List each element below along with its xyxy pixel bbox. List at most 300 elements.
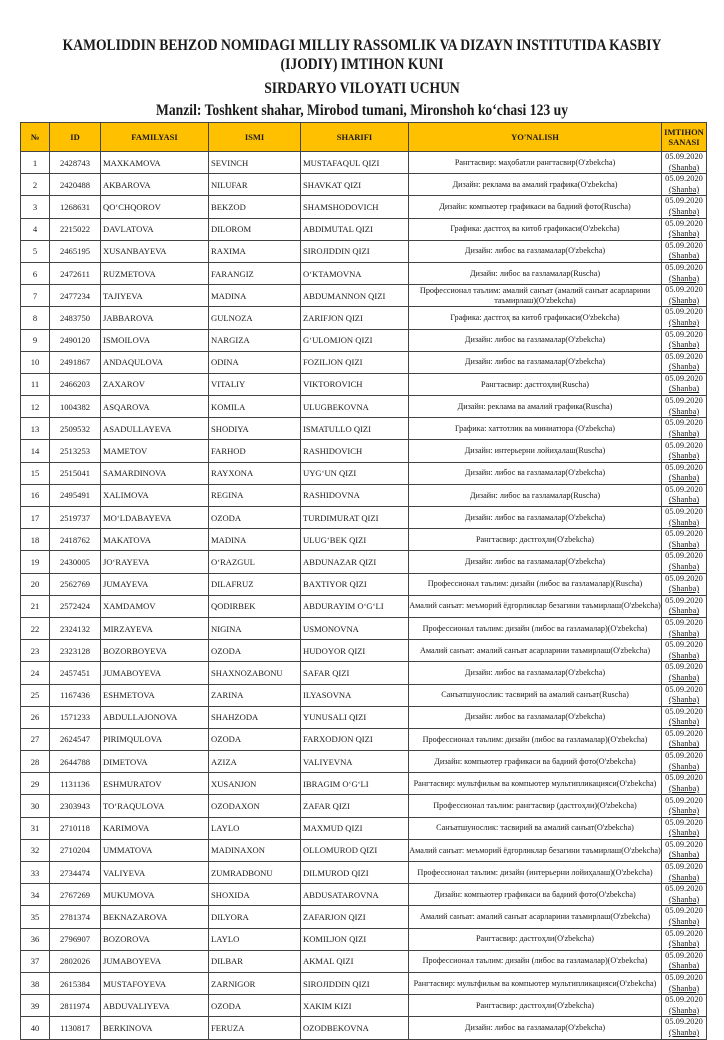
address-line: Manzil: Toshkent shahar, Mirobod tumani, Mironshoh ko‘chasi 123 uy [155, 102, 569, 119]
applicant-id: 2472611 [50, 262, 101, 284]
exam-day: (Shanba) [668, 783, 700, 793]
exam-date-cell [662, 329, 707, 351]
table-row [21, 484, 707, 506]
table-row [21, 174, 707, 196]
patronymic-cell: BAXTIYOR QIZI [301, 573, 409, 595]
row-number: 10 [21, 351, 50, 373]
surname-cell: ANDAQULOVA [101, 351, 209, 373]
name-cell: MADINA [209, 529, 301, 551]
surname-cell: TAJIYEVA [101, 285, 209, 307]
name-cell: SHOXIDA [209, 884, 301, 906]
direction-cell: Дизайн: либос ва газламалар(O'zbekcha) [409, 706, 662, 728]
table-row [21, 972, 707, 994]
table-row [21, 307, 707, 329]
table-row [21, 351, 707, 373]
applicant-id: 2457451 [50, 662, 101, 684]
surname-cell: MUKUMOVA [101, 884, 209, 906]
table-row [21, 373, 707, 395]
exam-date-cell [662, 751, 707, 773]
column-header-surname: FAMILYASI [101, 123, 209, 152]
patronymic-cell: DILMUROD QIZI [301, 862, 409, 884]
applicant-id: 2515041 [50, 462, 101, 484]
row-number: 2 [21, 174, 50, 196]
direction-cell: Дизайн: либос ва газламалар(Ruscha) [409, 484, 662, 506]
column-header-id: ID [50, 123, 101, 152]
exam-date: 05.09.2020 [665, 995, 703, 1005]
exam-date-cell [662, 595, 707, 617]
applicant-id: 1268631 [50, 196, 101, 218]
row-number: 8 [21, 307, 50, 329]
exam-date-cell [662, 218, 707, 240]
direction-cell: Профессионал таълим: дизайн (либос ва газламалар)(O'zbekcha) [409, 617, 662, 639]
row-number: 15 [21, 462, 50, 484]
direction-cell: Амалий санъат: амалий санъат асарларини таъмирлаш(O'zbekcha) [409, 640, 662, 662]
exam-day: (Shanba) [668, 451, 700, 461]
table-row [21, 773, 707, 795]
applicant-id: 2490120 [50, 329, 101, 351]
applicant-id: 2811974 [50, 995, 101, 1017]
exam-date: 05.09.2020 [665, 418, 703, 428]
exam-schedule-table [20, 122, 707, 1040]
title-line-2: (IJODIY) IMTIHON KUNI [280, 56, 444, 73]
exam-date: 05.09.2020 [665, 928, 703, 938]
exam-day: (Shanba) [668, 473, 700, 483]
table-row [21, 751, 707, 773]
name-cell: LAYLO [209, 928, 301, 950]
table-row [21, 218, 707, 240]
patronymic-cell: USMONOVNA [301, 617, 409, 639]
region-heading: SIRDARYO VILOYATI UCHUN [264, 80, 460, 97]
exam-date-cell [662, 950, 707, 972]
surname-cell: BERKINOVA [101, 1017, 209, 1039]
applicant-id: 2303943 [50, 795, 101, 817]
direction-cell: Графика: дастгоҳ ва китоб графикаси(O'zbekcha) [409, 307, 662, 329]
title-line-1: KAMOLIDDIN BEHZOD NOMIDAGI MILLIY RASSOMLIK VA DIZAYN INSTITUTIDA KASBIY [62, 37, 662, 54]
exam-day: (Shanba) [668, 894, 700, 904]
exam-date: 05.09.2020 [665, 507, 703, 517]
row-number: 40 [21, 1017, 50, 1039]
table-row [21, 529, 707, 551]
direction-cell: Рангтасвир: дастгоҳли(O'zbekcha) [409, 995, 662, 1017]
exam-date: 05.09.2020 [665, 174, 703, 184]
exam-date: 05.09.2020 [665, 773, 703, 783]
surname-cell: ESHMETOVA [101, 684, 209, 706]
exam-day: (Shanba) [668, 495, 700, 505]
table-row [21, 418, 707, 440]
row-number: 13 [21, 418, 50, 440]
exam-day: (Shanba) [668, 561, 700, 571]
exam-date-cell [662, 285, 707, 307]
name-cell: RAXIMA [209, 240, 301, 262]
exam-date-cell [662, 684, 707, 706]
exam-date: 05.09.2020 [665, 884, 703, 894]
exam-date: 05.09.2020 [665, 440, 703, 450]
surname-cell: MIRZAYEVA [101, 617, 209, 639]
row-number: 19 [21, 551, 50, 573]
exam-day: (Shanba) [668, 717, 700, 727]
row-number: 26 [21, 706, 50, 728]
name-cell: OZODAXON [209, 795, 301, 817]
direction-cell: Профессионал таълим: дизайн (либос ва газламалар)(O'zbekcha) [409, 950, 662, 972]
exam-date: 05.09.2020 [665, 1017, 703, 1027]
surname-cell: TO‘RAQULOVA [101, 795, 209, 817]
exam-date-cell [662, 351, 707, 373]
exam-date-cell [662, 152, 707, 174]
table-row [21, 329, 707, 351]
row-number: 28 [21, 751, 50, 773]
row-number: 29 [21, 773, 50, 795]
patronymic-cell: OZODBEKOVNA [301, 1017, 409, 1039]
exam-date-cell [662, 418, 707, 440]
table-row [21, 995, 707, 1017]
name-cell: KOMILA [209, 396, 301, 418]
patronymic-cell: ZAFARJON QIZI [301, 906, 409, 928]
name-cell: OZODA [209, 728, 301, 750]
row-number: 6 [21, 262, 50, 284]
row-number: 20 [21, 573, 50, 595]
patronymic-cell: SHAMSHODOVICH [301, 196, 409, 218]
patronymic-cell: OLLOMUROD QIZI [301, 839, 409, 861]
patronymic-cell: ILYASOVNA [301, 684, 409, 706]
applicant-id: 2477234 [50, 285, 101, 307]
row-number: 3 [21, 196, 50, 218]
applicant-id: 2420488 [50, 174, 101, 196]
patronymic-cell: HUDOYOR QIZI [301, 640, 409, 662]
exam-day: (Shanba) [668, 162, 700, 172]
exam-date: 05.09.2020 [665, 795, 703, 805]
exam-date-cell [662, 662, 707, 684]
exam-date: 05.09.2020 [665, 817, 703, 827]
table-row [21, 595, 707, 617]
direction-cell: Рангтасвир: мультфильм ва компьютер мультипликацияси(O'zbekcha) [409, 773, 662, 795]
direction-cell: Дизайн: либос ва газламалар(Ruscha) [409, 262, 662, 284]
table-row [21, 706, 707, 728]
exam-date: 05.09.2020 [665, 595, 703, 605]
exam-date: 05.09.2020 [665, 218, 703, 228]
row-number: 37 [21, 950, 50, 972]
table-row [21, 906, 707, 928]
row-number: 23 [21, 640, 50, 662]
exam-date: 05.09.2020 [665, 662, 703, 672]
table-row [21, 640, 707, 662]
applicant-id: 2572424 [50, 595, 101, 617]
column-header-number: № [21, 123, 50, 152]
surname-cell: BOZOROVA [101, 928, 209, 950]
patronymic-cell: ABDIMUTAL QIZI [301, 218, 409, 240]
direction-cell: Санъатшунослик: тасвирий ва амалий санъат(Ruscha) [409, 684, 662, 706]
exam-date: 05.09.2020 [665, 862, 703, 872]
surname-cell: ABDULLAJONOVA [101, 706, 209, 728]
name-cell: ODINA [209, 351, 301, 373]
name-cell: O‘RAZGUL [209, 551, 301, 573]
direction-cell: Дизайн: либос ва газламалар(O'zbekcha) [409, 351, 662, 373]
surname-cell: QO‘CHQOROV [101, 196, 209, 218]
applicant-id: 2615384 [50, 972, 101, 994]
surname-cell: DAVLATOVA [101, 218, 209, 240]
patronymic-cell: ZARIFJON QIZI [301, 307, 409, 329]
table-row [21, 1017, 707, 1039]
exam-date: 05.09.2020 [665, 329, 703, 339]
name-cell: NIGINA [209, 617, 301, 639]
patronymic-cell: SAFAR QIZI [301, 662, 409, 684]
name-cell: DILAFRUZ [209, 573, 301, 595]
row-number: 9 [21, 329, 50, 351]
document-title [43, 36, 680, 74]
applicant-id: 2418762 [50, 529, 101, 551]
name-cell: ZARNIGOR [209, 972, 301, 994]
name-cell: MADINAXON [209, 839, 301, 861]
direction-cell: Амалий санъат: амалий санъат асарларини таъмирлаш(O'zbekcha) [409, 906, 662, 928]
surname-cell: RUZMETOVA [101, 262, 209, 284]
table-header-row [21, 123, 707, 152]
row-number: 35 [21, 906, 50, 928]
exam-date-cell [662, 440, 707, 462]
applicant-id: 1167436 [50, 684, 101, 706]
table-row [21, 440, 707, 462]
applicant-id: 2324132 [50, 617, 101, 639]
table-row [21, 839, 707, 861]
patronymic-cell: ISMATULLO QIZI [301, 418, 409, 440]
row-number: 25 [21, 684, 50, 706]
exam-date: 05.09.2020 [665, 839, 703, 849]
exam-date-cell [662, 262, 707, 284]
patronymic-cell: ABDURAYIM O‘G‘LI [301, 595, 409, 617]
applicant-id: 2802026 [50, 950, 101, 972]
table-row [21, 862, 707, 884]
exam-day: (Shanba) [668, 806, 700, 816]
name-cell: NARGIZA [209, 329, 301, 351]
table-row [21, 396, 707, 418]
row-number: 14 [21, 440, 50, 462]
row-number: 36 [21, 928, 50, 950]
exam-date-cell [662, 839, 707, 861]
exam-date-cell [662, 640, 707, 662]
patronymic-cell: AKMAL QIZI [301, 950, 409, 972]
exam-date: 05.09.2020 [665, 529, 703, 539]
applicant-id: 2624547 [50, 728, 101, 750]
applicant-id: 2781374 [50, 906, 101, 928]
row-number: 21 [21, 595, 50, 617]
exam-date-cell [662, 396, 707, 418]
row-number: 38 [21, 972, 50, 994]
applicant-id: 2519737 [50, 507, 101, 529]
direction-cell: Амалий санъат: меъморий ёдгорликлар безагини таъмирлаш(O'zbekcha) [409, 595, 662, 617]
exam-day: (Shanba) [668, 295, 700, 305]
exam-day: (Shanba) [668, 983, 700, 993]
exam-day: (Shanba) [668, 1027, 700, 1037]
direction-cell: Профессионал таълим: дизайн (либос ва газламалар)(Ruscha) [409, 573, 662, 595]
exam-day: (Shanba) [668, 850, 700, 860]
exam-date-cell [662, 706, 707, 728]
name-cell: LAYLO [209, 817, 301, 839]
table-row [21, 551, 707, 573]
patronymic-cell: O‘KTAMOVNA [301, 262, 409, 284]
exam-date: 05.09.2020 [665, 307, 703, 317]
row-number: 1 [21, 152, 50, 174]
exam-date-cell [662, 773, 707, 795]
exam-day: (Shanba) [668, 650, 700, 660]
exam-date-cell [662, 928, 707, 950]
name-cell: SEVINCH [209, 152, 301, 174]
direction-cell: Дизайн: реклама ва амалий графика(Ruscha) [409, 396, 662, 418]
applicant-id: 2491867 [50, 351, 101, 373]
exam-date: 05.09.2020 [665, 950, 703, 960]
name-cell: SHAHZODA [209, 706, 301, 728]
direction-cell: Профессионал таълим: рангтасвир (дастгоҳли)(O'zbekcha) [409, 795, 662, 817]
applicant-id: 2495491 [50, 484, 101, 506]
exam-date-cell [662, 240, 707, 262]
exam-day: (Shanba) [668, 739, 700, 749]
exam-date-cell [662, 484, 707, 506]
table-row [21, 728, 707, 750]
exam-date-cell [662, 862, 707, 884]
exam-date: 05.09.2020 [665, 373, 703, 383]
patronymic-cell: XAKIM KIZI [301, 995, 409, 1017]
exam-day: (Shanba) [668, 317, 700, 327]
row-number: 32 [21, 839, 50, 861]
table-row [21, 507, 707, 529]
applicant-id: 2215022 [50, 218, 101, 240]
row-number: 22 [21, 617, 50, 639]
direction-cell: Дизайн: компьютер графикаси ва бадиий фото(O'zbekcha) [409, 751, 662, 773]
applicant-id: 2513253 [50, 440, 101, 462]
exam-day: (Shanba) [668, 916, 700, 926]
exam-date: 05.09.2020 [665, 263, 703, 273]
applicant-id: 2710204 [50, 839, 101, 861]
direction-cell: Рангтасвир: маҳобатли рангтасвир(O'zbekcha) [409, 152, 662, 174]
exam-day: (Shanba) [668, 273, 700, 283]
exam-date-cell [662, 817, 707, 839]
applicant-id: 1131136 [50, 773, 101, 795]
applicant-id: 2734474 [50, 862, 101, 884]
exam-day: (Shanba) [668, 872, 700, 882]
name-cell: QODIRBEK [209, 595, 301, 617]
exam-date-cell [662, 373, 707, 395]
applicant-id: 2796907 [50, 928, 101, 950]
applicant-id: 2767269 [50, 884, 101, 906]
row-number: 12 [21, 396, 50, 418]
applicant-id: 2562769 [50, 573, 101, 595]
exam-date: 05.09.2020 [665, 706, 703, 716]
direction-cell: Профессионал таълим: дизайн (интерьерни лойиҳалаш)(O'zbekcha) [409, 862, 662, 884]
exam-day: (Shanba) [668, 362, 700, 372]
exam-date-cell [662, 995, 707, 1017]
table-row [21, 240, 707, 262]
applicant-id: 2430005 [50, 551, 101, 573]
name-cell: ZUMRADBONU [209, 862, 301, 884]
direction-cell: Дизайн: компьютер графикаси ва бадиий фото(O'zbekcha) [409, 884, 662, 906]
patronymic-cell: TURDIMURAT QIZI [301, 507, 409, 529]
direction-cell: Профессионал таълим: дизайн (либос ва газламалар)(O'zbekcha) [409, 728, 662, 750]
name-cell: DILBAR [209, 950, 301, 972]
direction-cell: Дизайн: либос ва газламалар(O'zbekcha) [409, 507, 662, 529]
patronymic-cell: SIROJIDDIN QIZI [301, 240, 409, 262]
patronymic-cell: SHAVKAT QIZI [301, 174, 409, 196]
exam-date: 05.09.2020 [665, 484, 703, 494]
exam-date-cell [662, 529, 707, 551]
surname-cell: DIMETOVA [101, 751, 209, 773]
patronymic-cell: MUSTAFAQUL QIZI [301, 152, 409, 174]
exam-day: (Shanba) [668, 251, 700, 261]
name-cell: FERUZA [209, 1017, 301, 1039]
applicant-id: 2466203 [50, 373, 101, 395]
table-row [21, 817, 707, 839]
exam-date-cell [662, 617, 707, 639]
patronymic-cell: MAXMUD QIZI [301, 817, 409, 839]
direction-cell: Рангтасвир: мультфильм ва компьютер мультипликацияси(O'zbekcha) [409, 972, 662, 994]
exam-date-cell [662, 174, 707, 196]
name-cell: DILYORA [209, 906, 301, 928]
surname-cell: ESHMURATOV [101, 773, 209, 795]
exam-day: (Shanba) [668, 672, 700, 682]
surname-cell: PIRIMQULOVA [101, 728, 209, 750]
surname-cell: AKBAROVA [101, 174, 209, 196]
name-cell: REGINA [209, 484, 301, 506]
exam-day: (Shanba) [668, 184, 700, 194]
name-cell: OZODA [209, 507, 301, 529]
exam-date: 05.09.2020 [665, 684, 703, 694]
surname-cell: KARIMOVA [101, 817, 209, 839]
table-row [21, 928, 707, 950]
surname-cell: BEKNAZAROVA [101, 906, 209, 928]
row-number: 31 [21, 817, 50, 839]
table-row [21, 684, 707, 706]
exam-day: (Shanba) [668, 761, 700, 771]
exam-date-cell [662, 507, 707, 529]
exam-day: (Shanba) [668, 695, 700, 705]
table-row [21, 462, 707, 484]
table-body [21, 152, 707, 1040]
direction-cell: Дизайн: либос ва газламалар(O'zbekcha) [409, 551, 662, 573]
applicant-id: 2509532 [50, 418, 101, 440]
exam-date-cell [662, 795, 707, 817]
exam-day: (Shanba) [668, 340, 700, 350]
direction-cell: Дизайн: либос ва газламалар(O'zbekcha) [409, 329, 662, 351]
applicant-id: 2465195 [50, 240, 101, 262]
surname-cell: MAXKAMOVA [101, 152, 209, 174]
exam-day: (Shanba) [668, 384, 700, 394]
exam-day: (Shanba) [668, 517, 700, 527]
name-cell: RAYXONA [209, 462, 301, 484]
table-row [21, 262, 707, 284]
patronymic-cell: ABDUSATAROVNA [301, 884, 409, 906]
patronymic-cell: YUNUSALI QIZI [301, 706, 409, 728]
applicant-id: 1130817 [50, 1017, 101, 1039]
row-number: 34 [21, 884, 50, 906]
column-header-patronymic: SHARIFI [301, 123, 409, 152]
row-number: 33 [21, 862, 50, 884]
applicant-id: 1004382 [50, 396, 101, 418]
table-row [21, 573, 707, 595]
direction-cell: Дизайн: либос ва газламалар(O'zbekcha) [409, 240, 662, 262]
exam-day: (Shanba) [668, 428, 700, 438]
patronymic-cell: IBRAGIM O‘G‘LI [301, 773, 409, 795]
exam-date: 05.09.2020 [665, 573, 703, 583]
direction-cell: Амалий санъат: меъморий ёдгорликлар безагини таъмирлаш(O'zbekcha) [409, 839, 662, 861]
exam-date-cell [662, 307, 707, 329]
patronymic-cell: ABDUMANNON QIZI [301, 285, 409, 307]
surname-cell: MAKATOVA [101, 529, 209, 551]
exam-date: 05.09.2020 [665, 351, 703, 361]
exam-date: 05.09.2020 [665, 240, 703, 250]
patronymic-cell: ABDUNAZAR QIZI [301, 551, 409, 573]
name-cell: OZODA [209, 640, 301, 662]
direction-cell: Дизайн: либос ва газламалар(O'zbekcha) [409, 662, 662, 684]
name-cell: VITALIY [209, 373, 301, 395]
row-number: 17 [21, 507, 50, 529]
exam-date: 05.09.2020 [665, 973, 703, 983]
direction-cell: Санъатшунослик: тасвирий ва амалий санъат(O'zbekcha) [409, 817, 662, 839]
